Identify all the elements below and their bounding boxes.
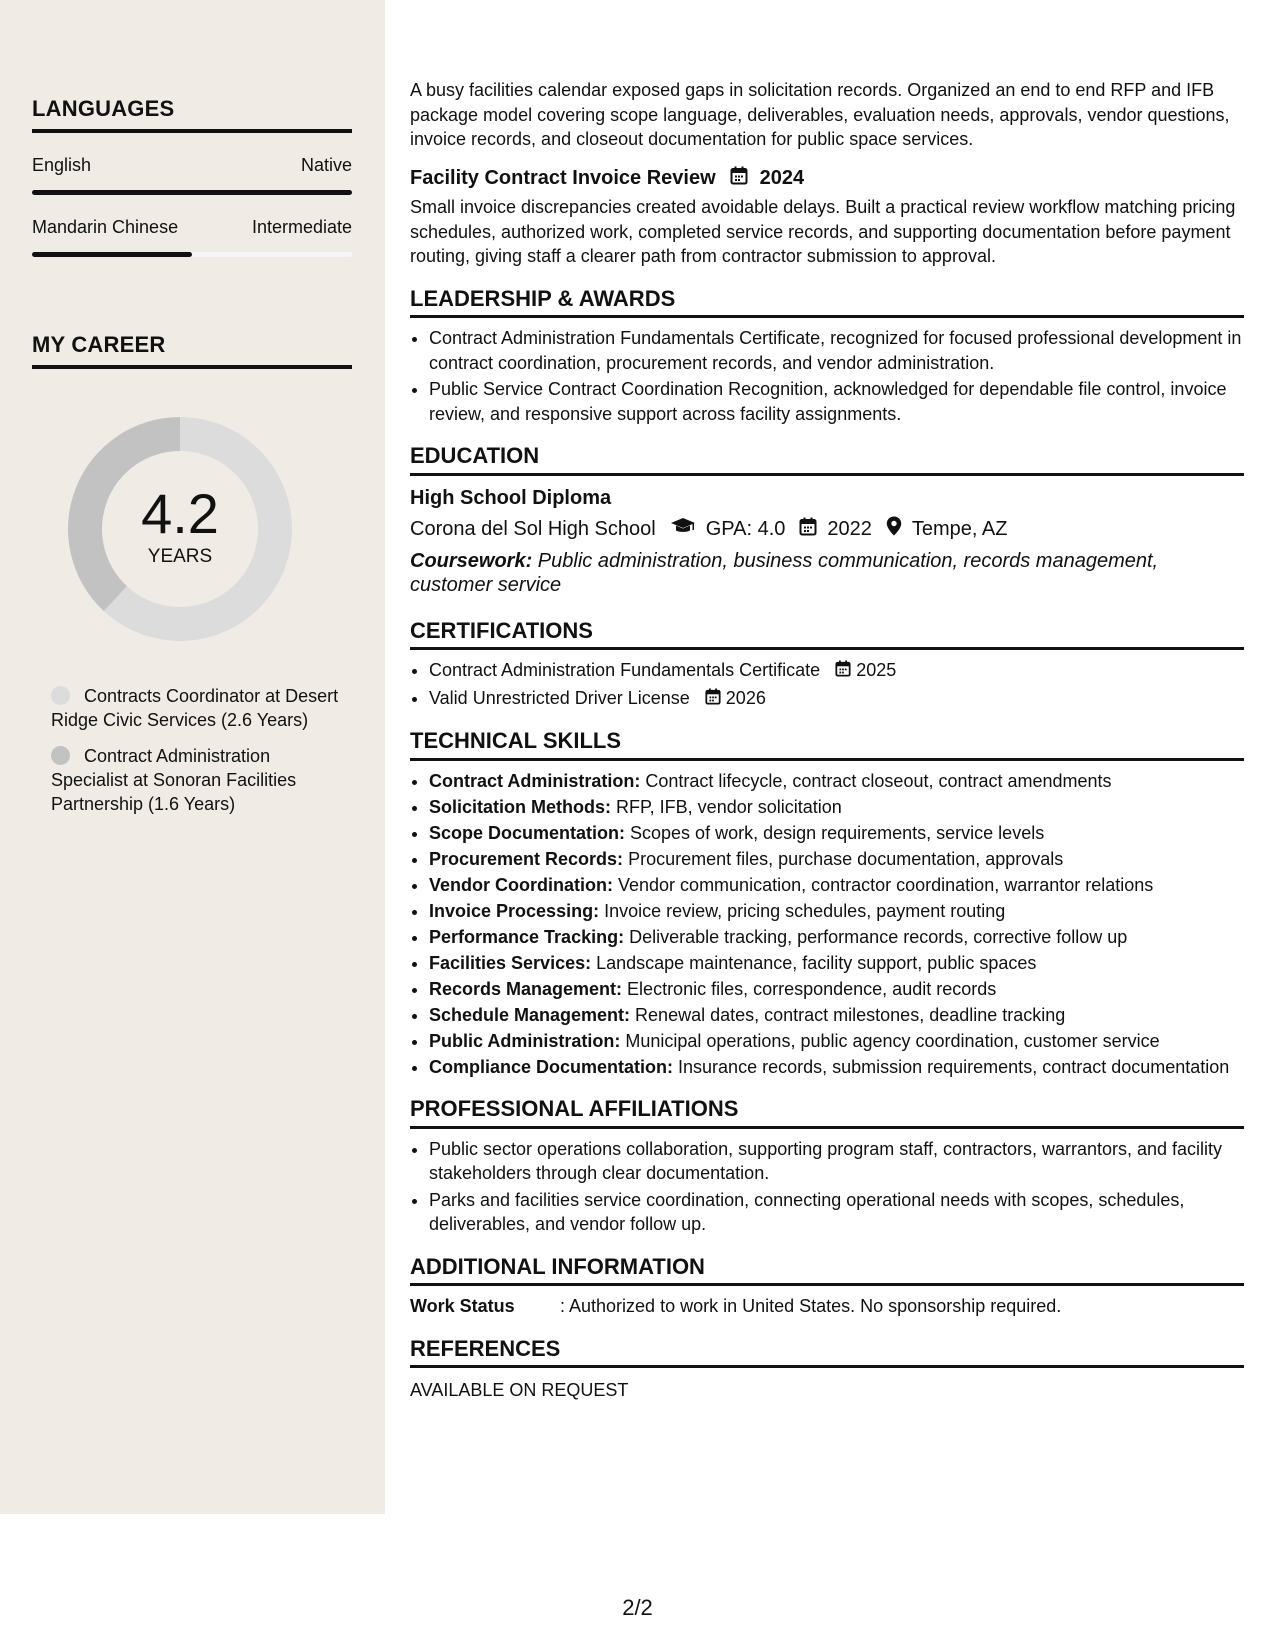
- skill-value: Landscape maintenance, facility support, public spaces: [591, 952, 1037, 973]
- career-list: [51, 684, 341, 816]
- certification-item: [429, 658, 1244, 684]
- skill-item: [429, 1029, 1244, 1054]
- language-item: [32, 155, 352, 195]
- skill-label: Public Administration:: [429, 1030, 621, 1051]
- skill-item: [429, 899, 1244, 924]
- skill-value: Procurement files, purchase documentation, approvals: [623, 848, 1064, 869]
- career-total-value: 4.2: [141, 482, 219, 545]
- career-total-unit: YEARS: [147, 546, 213, 567]
- intro-paragraph: A busy facilities calendar exposed gaps in solicitation records. Organized an end to end RFP and IFB package model covering scope language, deliverables, evaluation needs, approvals, vendor questions, invoice records, and closeout documentation for public space services.: [410, 80, 1230, 149]
- language-proficiency-bar: [32, 252, 352, 257]
- main-content: [410, 78, 1244, 1403]
- leadership-item: • Public Service Contract Coordination Recognition, acknowledged for dependable file control, invoice review, and responsive support across facility assignments.: [429, 377, 1244, 426]
- skill-value: Vendor communication, contractor coordination, warrantor relations: [613, 874, 1154, 895]
- skill-value: Scopes of work, design requirements, service levels: [625, 822, 1045, 843]
- skill-item: [429, 769, 1244, 794]
- project-title-line: [410, 166, 1244, 192]
- education-year: 2022: [827, 518, 872, 540]
- work-status-row: [410, 1294, 1244, 1319]
- skill-value: Deliverable tracking, performance records, corrective follow up: [624, 926, 1128, 947]
- skill-item: [429, 795, 1244, 820]
- location-pin-icon: [886, 516, 902, 543]
- graduation-cap-icon: [670, 517, 696, 542]
- affiliation-item: • Parks and facilities service coordination, connecting operational needs with scopes, schedules, deliverables, and vendor follow up.: [429, 1188, 1244, 1237]
- language-level: Native: [300, 155, 352, 175]
- certifications-list: [410, 658, 1244, 711]
- language-proficiency-fill: [32, 190, 352, 195]
- affiliations-heading: PROFESSIONAL AFFILIATIONS: [410, 1097, 1244, 1129]
- skill-item: [429, 977, 1244, 1002]
- work-status-value: : Authorized to work in United States. No sponsorship required.: [560, 1296, 1062, 1316]
- skill-label: Performance Tracking:: [429, 926, 625, 947]
- additional-info-heading: ADDITIONAL INFORMATION: [410, 1255, 1244, 1287]
- career-item-text: Contracts Coordinator at Desert Ridge Civic Services (2.6 Years): [51, 686, 339, 730]
- skill-label: Scope Documentation:: [429, 822, 626, 843]
- references-heading: REFERENCES: [410, 1337, 1244, 1369]
- skill-item: [429, 873, 1244, 898]
- leadership-heading: LEADERSHIP & AWARDS: [410, 287, 1244, 319]
- skills-heading: TECHNICAL SKILLS: [410, 729, 1244, 761]
- sidebar: [0, 0, 385, 1514]
- calendar-icon: [799, 517, 817, 543]
- career-item: [51, 684, 341, 732]
- language-proficiency-bar: [32, 190, 352, 195]
- education-gpa: GPA: 4.0: [705, 518, 786, 540]
- language-name: English: [32, 155, 92, 175]
- skill-value: RFP, IFB, vendor solicitation: [611, 796, 842, 817]
- leadership-list: [410, 326, 1244, 426]
- education-location: Tempe, AZ: [911, 518, 1008, 540]
- skill-value: Municipal operations, public agency coordination, customer service: [620, 1030, 1160, 1051]
- references-text: AVAILABLE ON REQUEST: [410, 1380, 629, 1400]
- affiliation-item: • Public sector operations collaboration, supporting program staff, contractors, warrantors, and facility stakeholders through clear documentation.: [429, 1137, 1244, 1186]
- certification-name: Contract Administration Fundamentals Certificate: [429, 660, 821, 680]
- education-degree: High School Diploma: [410, 486, 612, 509]
- coursework-label: Coursework:: [410, 549, 533, 572]
- certifications-heading: CERTIFICATIONS: [410, 619, 1244, 651]
- skill-label: Records Management:: [429, 978, 623, 999]
- skill-label: Procurement Records:: [429, 848, 624, 869]
- language-item: [32, 217, 352, 257]
- language-level: Intermediate: [251, 217, 352, 237]
- languages-heading: LANGUAGES: [32, 96, 352, 133]
- skill-item: [429, 951, 1244, 976]
- skill-value: Renewal dates, contract milestones, deadline tracking: [630, 1004, 1066, 1025]
- career-legend-dot: [51, 686, 70, 705]
- language-name: Mandarin Chinese: [32, 217, 179, 237]
- leadership-item: • Contract Administration Fundamentals Certificate, recognized for focused professional development in contract coordination, procurement records, and vendor administration.: [429, 326, 1244, 375]
- calendar-icon: [730, 166, 748, 192]
- career-heading: MY CAREER: [32, 332, 352, 369]
- skill-item: [429, 1055, 1244, 1080]
- calendar-icon: [705, 687, 721, 712]
- skill-label: Invoice Processing:: [429, 900, 600, 921]
- certification-year: 2026: [725, 687, 766, 708]
- education-school: Corona del Sol High School: [410, 518, 656, 540]
- skills-list: [410, 769, 1244, 1080]
- affiliations-list: [410, 1137, 1244, 1237]
- sidebar-content: [32, 96, 352, 828]
- skill-value: Contract lifecycle, contract closeout, contract amendments: [640, 770, 1112, 791]
- career-item: [51, 744, 341, 816]
- education-coursework: [410, 549, 1244, 597]
- skill-label: Schedule Management:: [429, 1004, 631, 1025]
- education-details: [410, 516, 1244, 543]
- career-item-text: Contract Administration Specialist at Sonoran Facilities Partnership (1.6 Years): [51, 746, 297, 814]
- skill-item: [429, 925, 1244, 950]
- project-title: Facility Contract Invoice Review: [410, 167, 716, 189]
- project-description: Small invoice discrepancies created avoidable delays. Built a practical review workflow matching pricing schedules, authorized work, completed service records, and supporting documentation before payment routing, giving staff a clearer path from contractor submission to approval.: [410, 197, 1236, 266]
- career-donut-chart: [65, 414, 295, 644]
- certification-year: 2025: [856, 660, 897, 680]
- work-status-label: Work Status: [410, 1296, 515, 1316]
- skill-value: Electronic files, correspondence, audit records: [622, 978, 997, 999]
- certification-item: [429, 686, 1244, 712]
- skill-label: Vendor Coordination:: [429, 874, 613, 895]
- project-year: 2024: [759, 167, 805, 189]
- skill-label: Compliance Documentation:: [429, 1056, 674, 1077]
- skill-item: [429, 821, 1244, 846]
- skill-label: Contract Administration:: [429, 770, 641, 791]
- coursework-text: Public administration, business communication, records management, customer service: [410, 549, 1159, 596]
- language-proficiency-fill: [32, 252, 192, 257]
- skill-value: Insurance records, submission requirements, contract documentation: [673, 1056, 1230, 1077]
- skill-item: [429, 847, 1244, 872]
- calendar-icon: [835, 659, 851, 684]
- education-heading: EDUCATION: [410, 444, 1244, 476]
- skill-value: Invoice review, pricing schedules, payment routing: [599, 900, 1006, 921]
- skill-item: [429, 1003, 1244, 1028]
- skill-label: Solicitation Methods:: [429, 796, 611, 817]
- career-legend-dot: [51, 746, 70, 765]
- page-number: 2/2: [622, 1595, 653, 1620]
- certification-name: Valid Unrestricted Driver License: [429, 687, 690, 708]
- skill-label: Facilities Services:: [429, 952, 592, 973]
